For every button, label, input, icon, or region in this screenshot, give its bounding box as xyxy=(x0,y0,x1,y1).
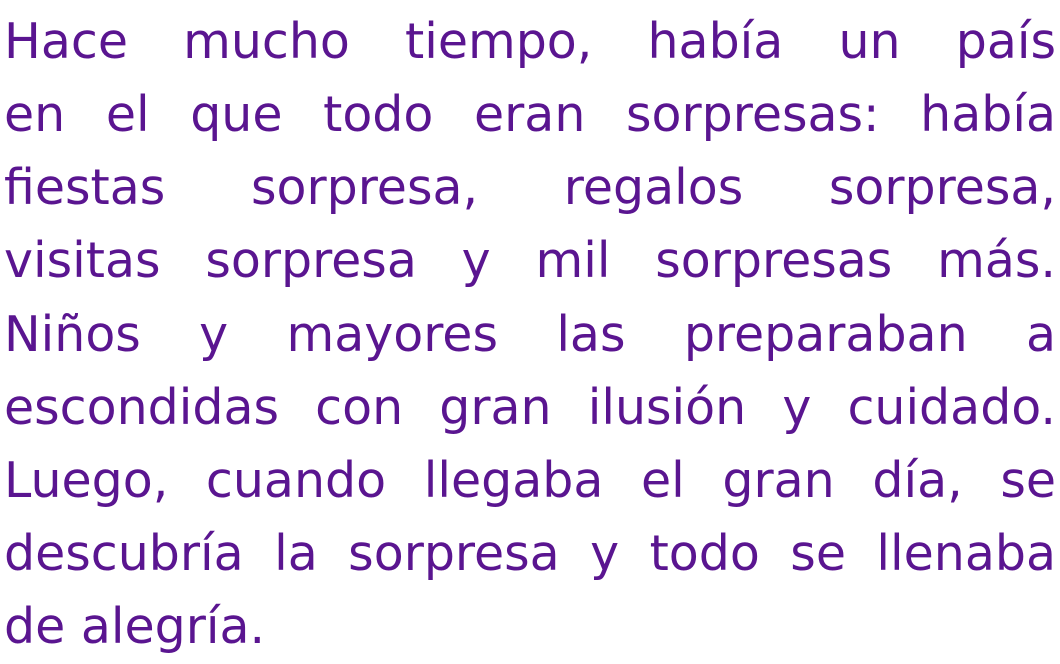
story-line: en el que todo eran sorpresas: había xyxy=(4,86,1056,143)
story-line: escondidas con gran ilusión y cuidado. xyxy=(4,379,1056,436)
story-line: de alegría. xyxy=(4,598,266,655)
story-line: visitas sorpresa y mil sorpresas más. xyxy=(4,232,1056,289)
story-line: Hace mucho tiempo, había un país xyxy=(4,13,1056,70)
story-line: Niños y mayores las preparaban a xyxy=(4,306,1056,363)
story-line: descubría la sorpresa y todo se llenaba xyxy=(4,525,1056,582)
story-line: Luego, cuando llegaba el gran día, se xyxy=(4,452,1056,509)
story-line: fiestas sorpresa, regalos sorpresa, xyxy=(4,159,1056,216)
